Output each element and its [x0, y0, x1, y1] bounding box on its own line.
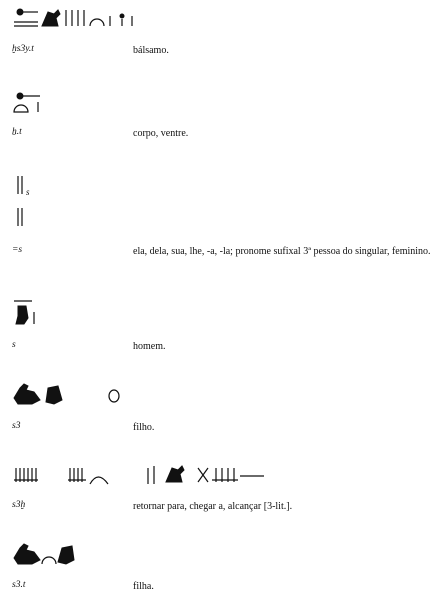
hieroglyph-4-icon: [12, 298, 52, 328]
hieroglyph-2-icon: [12, 92, 52, 116]
entry-5-translit: s3: [12, 421, 21, 431]
entry-1-translit: ḫs3y.t: [12, 44, 34, 54]
entry-3-glyph-note: s: [26, 187, 30, 197]
entry-2-translit: ẖ.t: [12, 127, 22, 137]
hieroglyph-6-icon: [12, 462, 282, 488]
hieroglyph-glyph-group: [12, 92, 52, 118]
entry-7-meaning: filha.: [133, 581, 154, 592]
hieroglyph-glyph-group: [12, 206, 28, 232]
entry-4-translit: s: [12, 340, 16, 350]
entry-7-translit: s3.t: [12, 580, 26, 590]
hieroglyph-glyph-group: [12, 6, 142, 32]
entry-5-meaning: filho.: [133, 422, 155, 433]
hieroglyph-glyph-group: [12, 540, 92, 566]
hieroglyph-glyph-group: [12, 380, 132, 406]
entry-4-meaning: homem.: [133, 341, 166, 352]
hieroglyph-1-icon: [12, 6, 142, 30]
hieroglyph-7-icon: [12, 540, 92, 566]
entry-3-meaning: ela, dela, sua, lhe, -a, -la; pronome sufixal 3ª pessoa do singular, feminino.: [133, 246, 431, 257]
hieroglyph-glyph-group: [12, 462, 282, 488]
hieroglyph-glyph-group: [12, 298, 52, 324]
entry-3-translit: =s: [12, 245, 23, 255]
entry-1-meaning: bálsamo.: [133, 45, 169, 56]
entry-6-translit: s3ḫ: [12, 500, 26, 510]
entry-6-meaning: retornar para, chegar a, alcançar [3-lit.].: [133, 501, 293, 512]
hieroglyph-3b-icon: [12, 206, 28, 230]
entry-2-meaning: corpo, ventre.: [133, 128, 189, 139]
hieroglyph-5-icon: [12, 380, 132, 406]
